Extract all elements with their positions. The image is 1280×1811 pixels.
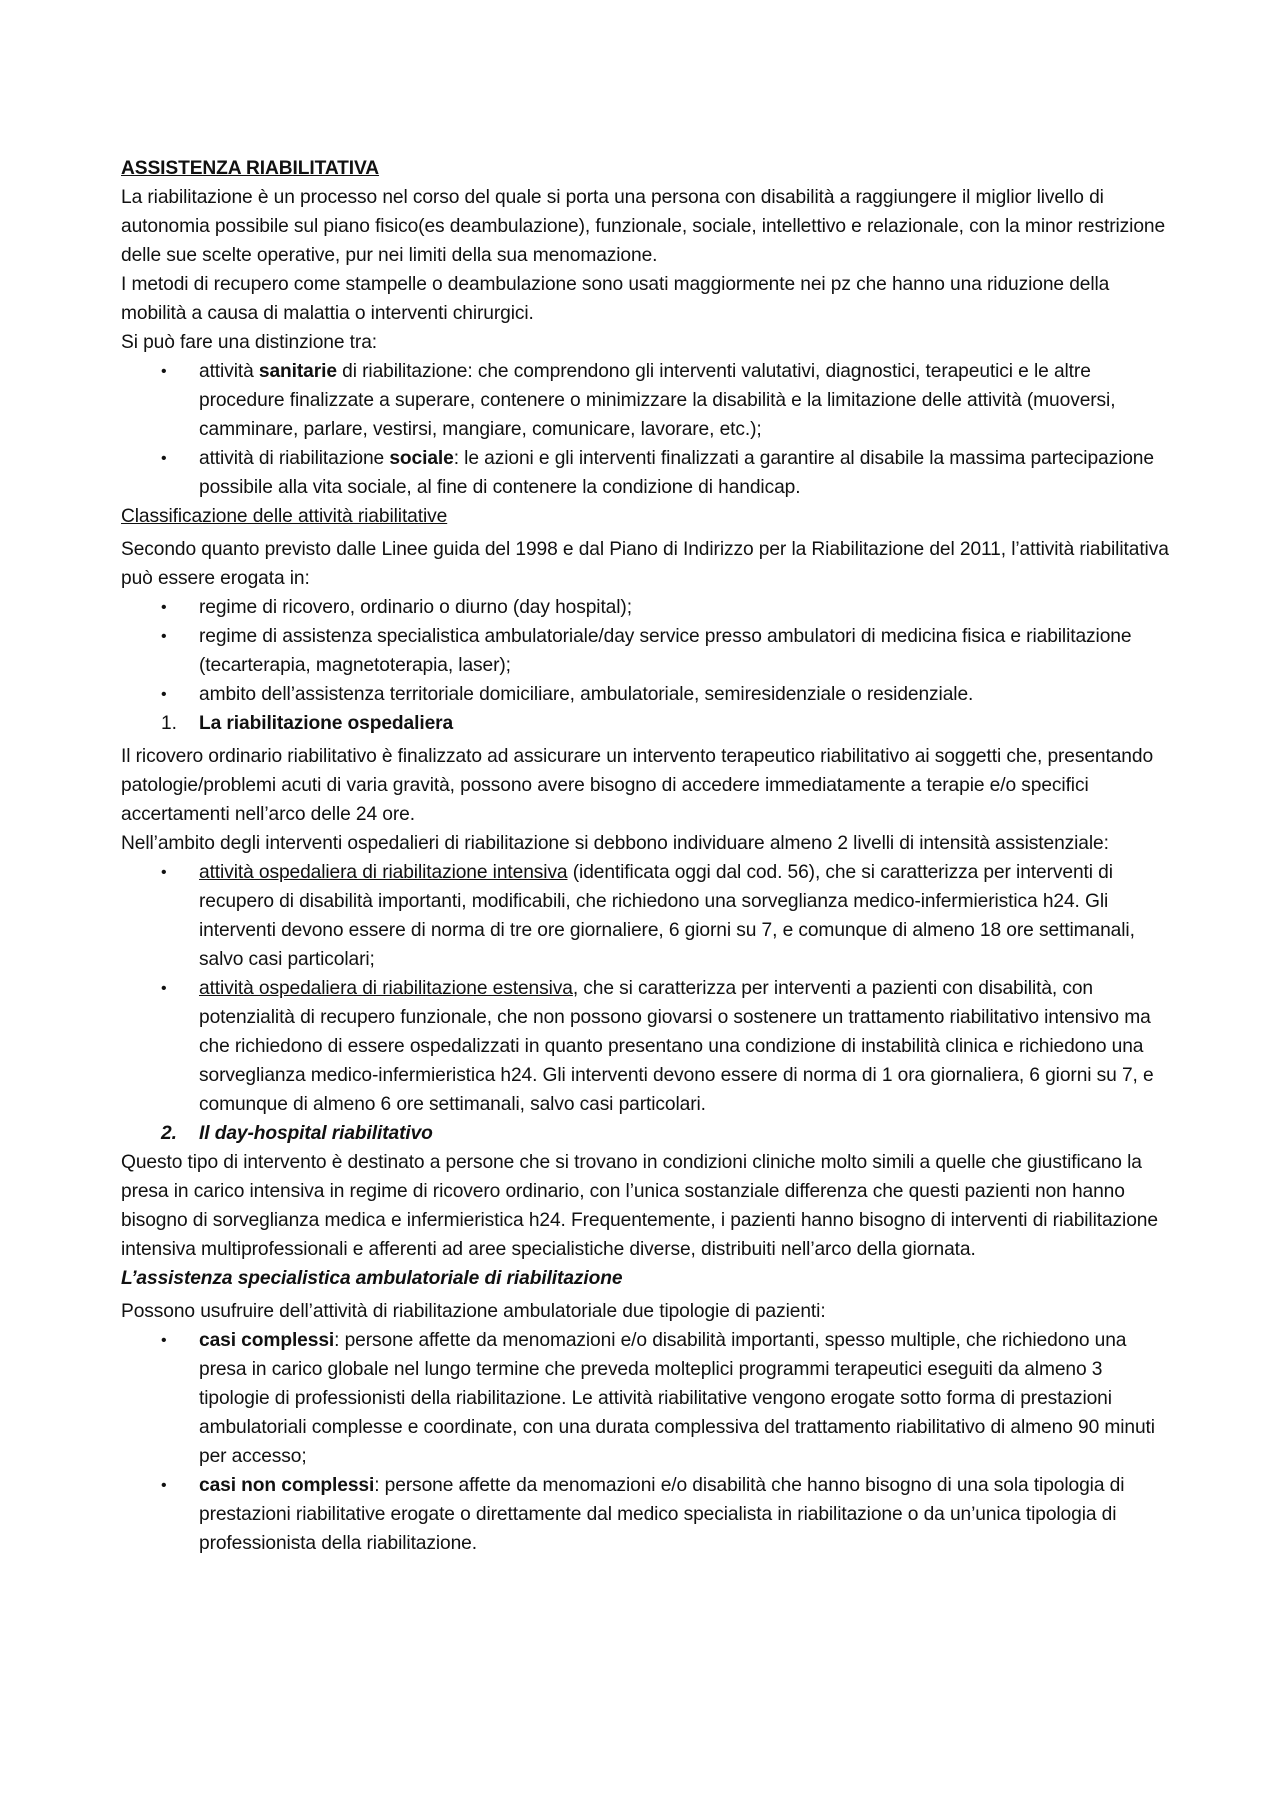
list-item: • ambito dell’assistenza territoriale domiciliare, ambulatoriale, semiresidenziale o residenziale. xyxy=(121,680,1171,709)
document-page xyxy=(121,154,1171,1558)
bullet-icon: • xyxy=(161,363,167,380)
intro-paragraph-3: Si può fare una distinzione tra: xyxy=(121,332,377,353)
bullet-icon: • xyxy=(161,980,167,997)
classification-text: Secondo quanto previsto dalle Linee guida del 1998 e dal Piano di Indirizzo per la Riabilitazione del 2011, l’attività riabilitativa può essere erogata in: xyxy=(121,539,1169,589)
bullet-icon: • xyxy=(161,1477,167,1494)
section-2-heading: 2. Il day-hospital riabilitativo xyxy=(161,1123,433,1144)
section-1-list xyxy=(121,858,1171,1119)
bullet-icon: • xyxy=(161,1332,167,1349)
section-1-paragraph-1: Il ricovero ordinario riabilitativo è finalizzato ad assicurare un intervento terapeutico riabilitativo ai soggetti che, presentando patologie/problemi acuti di varia gravità, possono avere bisogno di accedere immediatamente a terapie e/o specifici accertamenti nell’arco delle 24 ore. xyxy=(121,746,1154,825)
bullet-icon: • xyxy=(161,599,167,616)
intro-paragraph-1: La riabilitazione è un processo nel corso del quale si porta una persona con disabilità a raggiungere il miglior livello di autonomia possibile sul piano fisico(es deambulazione), funzionale, sociale, intellettivo e relazionale, con la minor restrizione delle sue scelte operative, pur nei limiti della sua menomazione. xyxy=(121,187,1166,266)
classification-heading: Classificazione delle attività riabilitative xyxy=(121,506,448,527)
list-item: • attività ospedaliera di riabilitazione intensiva (identificata oggi dal cod. 56), che si caratterizza per interventi di recupero di disabilità importanti, modificabili, che richiedono una sorveglianza medico-infermieristica h24. Gli interventi devono essere di norma di tre ore giornaliere, 6 giorni su 7, e comunque di almeno 18 ore settimanali, salvo casi particolari; xyxy=(121,858,1171,974)
section-3-paragraph-1: Possono usufruire dell’attività di riabilitazione ambulatoriale due tipologie di pazienti: xyxy=(121,1301,826,1322)
list-item: • casi non complessi: persone affette da menomazioni e/o disabilità che hanno bisogno di una sola tipologia di prestazioni riabilitative erogate o direttamente dal medico specialista in riabilitazione o da un’unica tipologia di professionista della riabilitazione. xyxy=(121,1471,1171,1558)
intro-paragraph-2: I metodi di recupero come stampelle o deambulazione sono usati maggiormente nei pz che hanno una riduzione della mobilità a causa di malattia o interventi chirurgici. xyxy=(121,274,1110,324)
section-3-heading: L’assistenza specialistica ambulatoriale di riabilitazione xyxy=(121,1268,623,1289)
bullet-icon: • xyxy=(161,686,167,703)
section-1-heading: 1. La riabilitazione ospedaliera xyxy=(161,713,454,734)
list-item: • regime di ricovero, ordinario o diurno (day hospital); xyxy=(121,593,1171,622)
list-item: • regime di assistenza specialistica ambulatoriale/day service presso ambulatori di medicina fisica e riabilitazione (tecarterapia, magnetoterapia, laser); xyxy=(121,622,1171,680)
section-2-paragraph-1: Questo tipo di intervento è destinato a persone che si trovano in condizioni cliniche molto simili a quelle che giustificano la presa in carico intensiva in regime di ricovero ordinario, con l’unica sostanziale differenza che questi pazienti non hanno bisogno di sorveglianza medica e infermieristica h24. Frequentemente, i pazienti hanno bisogno di interventi di riabilitazione intensiva multiprofessionali e afferenti ad aree specialistiche diverse, distribuiti nell’arco della giornata. xyxy=(121,1152,1158,1260)
bullet-icon: • xyxy=(161,864,167,881)
distinction-list xyxy=(121,357,1171,502)
bullet-icon: • xyxy=(161,450,167,467)
classification-list xyxy=(121,593,1171,709)
list-item: • attività ospedaliera di riabilitazione estensiva, che si caratterizza per interventi a pazienti con disabilità, con potenzialità di recupero funzionale, che non possono giovarsi o sostenere un trattamento riabilitativo intensivo ma che richiedono di essere ospedalizzati in quanto presentano una condizione di instabilità clinica e richiedono una sorveglianza medico-infermieristica h24. Gli interventi devono essere di norma di 1 ora giornaliera, 6 giorni su 7, e comunque di almeno 6 ore settimanali, salvo casi particolari. xyxy=(121,974,1171,1119)
section-3-list xyxy=(121,1326,1171,1558)
bullet-icon: • xyxy=(161,628,167,645)
list-item: • attività di riabilitazione sociale: le azioni e gli interventi finalizzati a garantire al disabile la massima partecipazione possibile alla vita sociale, al fine di contenere la condizione di handicap. xyxy=(121,444,1171,502)
document-title: ASSISTENZA RIABILITATIVA xyxy=(121,158,380,179)
section-1-paragraph-2: Nell’ambito degli interventi ospedalieri di riabilitazione si debbono individuare almeno 2 livelli di intensità assistenziale: xyxy=(121,833,1109,854)
list-item: • attività sanitarie di riabilitazione: che comprendono gli interventi valutativi, diagnostici, terapeutici e le altre procedure finalizzate a superare, contenere o minimizzare la disabilità e la limitazione delle attività (muoversi, camminare, parlare, vestirsi, mangiare, comunicare, lavorare, etc.); xyxy=(121,357,1171,444)
list-item: • casi complessi: persone affette da menomazioni e/o disabilità importanti, spesso multiple, che richiedono una presa in carico globale nel lungo termine che preveda molteplici programmi terapeutici eseguiti da almeno 3 tipologie di professionisti della riabilitazione. Le attività riabilitative vengono erogate sotto forma di prestazioni ambulatoriali complesse e coordinate, con una durata complessiva del trattamento riabilitativo di almeno 90 minuti per accesso; xyxy=(121,1326,1171,1471)
